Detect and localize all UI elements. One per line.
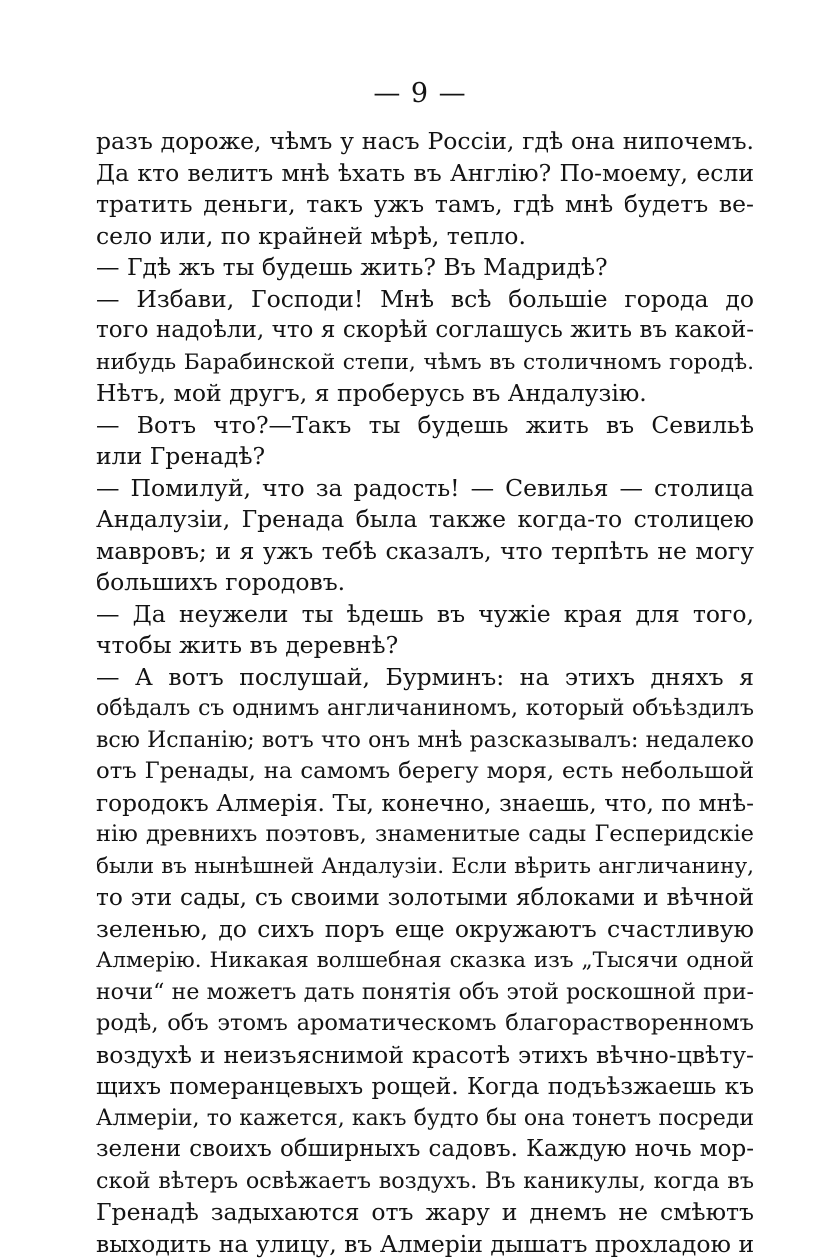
text-line: были въ нынѣшней Андалузіи. Если вѣрить англичанину, — [96, 851, 754, 883]
text-line: ской вѣтеръ освѣжаетъ воздухъ. Въ каникулы, когда въ — [96, 1166, 754, 1198]
text-line: всю Испанію; вотъ что онъ мнѣ разсказывалъ: недалеко — [96, 725, 754, 757]
text-line: Гренадѣ задыхаются отъ жару и днемъ не смѣютъ — [96, 1197, 754, 1229]
text-line: зеленью, до сихъ поръ еще окружаютъ счастливую — [96, 914, 754, 946]
text-line: щихъ померанцевыхъ рощей. Когда подъѣзжаешь къ — [96, 1071, 754, 1103]
text-line: — Помилуй, что за радость! — Севилья — столица — [96, 473, 754, 505]
text-line: то эти сады, съ своими золотыми яблоками и вѣчной — [96, 882, 754, 914]
text-line: чтобы жить въ деревнѣ? — [96, 630, 754, 662]
body-text — [96, 126, 754, 1260]
text-line: обѣдалъ съ однимъ англичаниномъ, который объѣздилъ — [96, 693, 754, 725]
text-line: село или, по крайней мѣрѣ, тепло. — [96, 221, 754, 253]
text-line: нію древнихъ поэтовъ, знаменитые сады Гесперидскіе — [96, 819, 754, 851]
text-line: — А вотъ послушай, Бурминъ: на этихъ дняхъ я — [96, 662, 754, 694]
text-line: — Избави, Господи! Мнѣ всѣ большіе города до — [96, 284, 754, 316]
text-line: зелени своихъ обширныхъ садовъ. Каждую ночь мор- — [96, 1134, 754, 1166]
text-line: выходить на улицу, въ Алмеріи дышатъ прохладою и — [96, 1229, 754, 1260]
text-line: большихъ городовъ. — [96, 567, 754, 599]
text-line: нибудь Барабинской степи, чѣмъ въ столичномъ городѣ. — [96, 347, 754, 379]
text-line: родѣ, объ этомъ ароматическомъ благорастворенномъ — [96, 1008, 754, 1040]
text-line: тратить деньги, такъ ужъ тамъ, гдѣ мнѣ будетъ ве- — [96, 189, 754, 221]
text-line: того надоѣли, что я скорѣй соглашусь жить въ какой- — [96, 315, 754, 347]
text-line: Алмеріи, то кажется, какъ будто бы она тонетъ посреди — [96, 1103, 754, 1135]
text-line: Алмерію. Никакая волшебная сказка изъ „Тысячи одной — [96, 945, 754, 977]
text-line: — Вотъ что?—Такъ ты будешь жить въ Севильѣ — [96, 410, 754, 442]
text-line: Нѣтъ, мой другъ, я проберусь въ Андалузію. — [96, 378, 754, 410]
text-line: Да кто велитъ мнѣ ѣхать въ Англію? По-моему, если — [96, 158, 754, 190]
text-line: или Гренадѣ? — [96, 441, 754, 473]
text-line: отъ Гренады, на самомъ берегу моря, есть небольшой — [96, 756, 754, 788]
text-line: Андалузіи, Гренада была также когда-то столицею — [96, 504, 754, 536]
page-number: — 9 — — [0, 74, 840, 114]
text-line: — Гдѣ жъ ты будешь жить? Въ Мадридѣ? — [96, 252, 754, 284]
text-line: разъ дороже, чѣмъ у насъ Россіи, гдѣ она нипочемъ. — [96, 126, 754, 158]
text-line: — Да неужели ты ѣдешь въ чужіе края для того, — [96, 599, 754, 631]
text-line: воздухѣ и неизъяснимой красотѣ этихъ вѣчно-цвѣту- — [96, 1040, 754, 1072]
text-line: мавровъ; и я ужъ тебѣ сказалъ, что терпѣть не могу — [96, 536, 754, 568]
text-line: ночи“ не можетъ дать понятія объ этой роскошной при- — [96, 977, 754, 1009]
text-line: городокъ Алмерія. Ты, конечно, знаешь, что, по мнѣ- — [96, 788, 754, 820]
